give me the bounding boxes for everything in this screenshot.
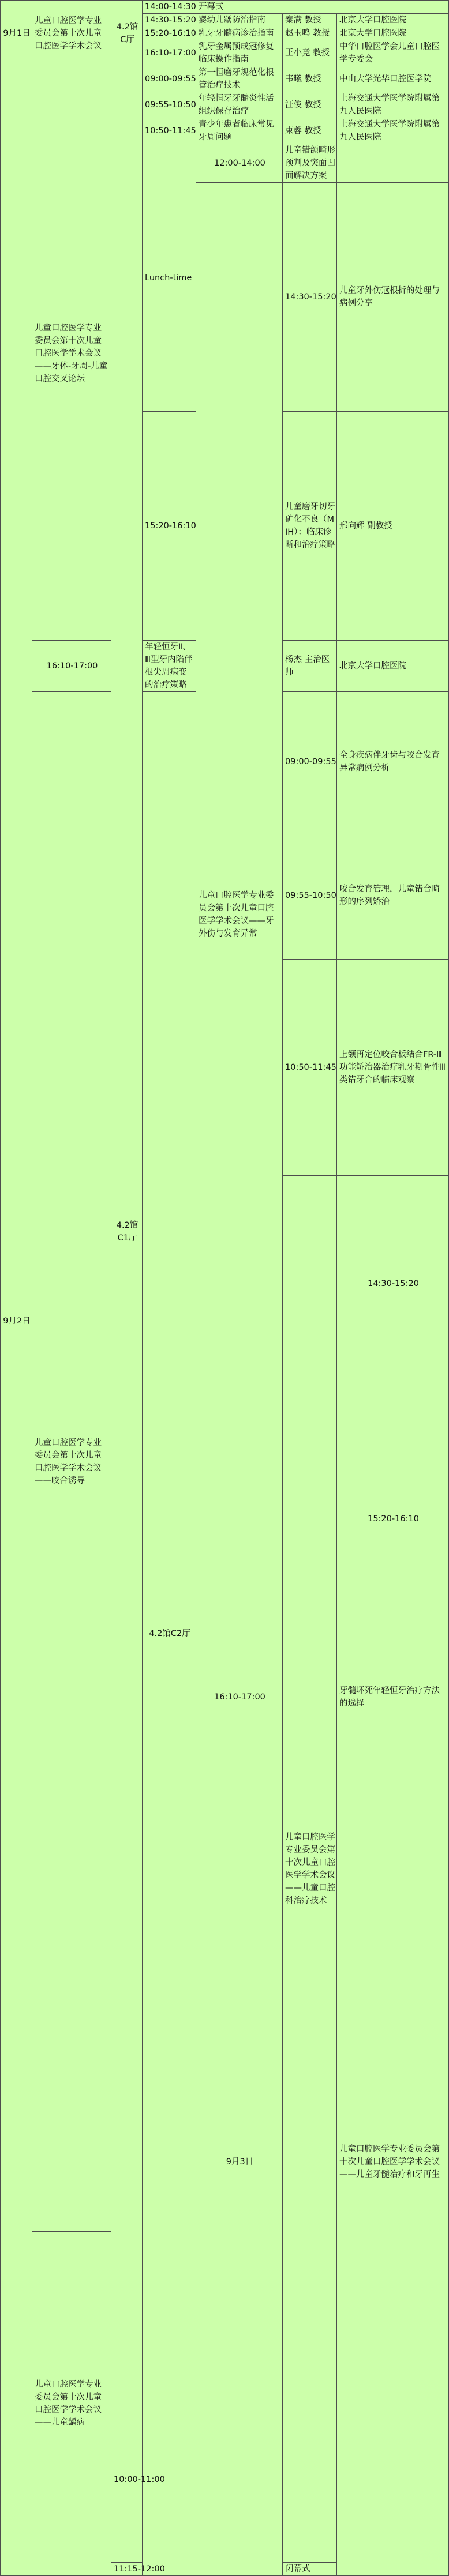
time-cell: 15:20-16:10 bbox=[143, 27, 196, 40]
topic-cell: 儿童错颌畸形预判及突面凹面解决方案 bbox=[283, 144, 337, 183]
topic-cell: 上颌再定位咬合板结合FR-Ⅲ功能矫治器治疗乳牙期骨性Ⅲ类错牙合的临床观察 bbox=[337, 960, 449, 1176]
topic-cell: 乳牙牙髓病诊治指南 bbox=[196, 27, 283, 40]
time-cell: 16:10-17:00 bbox=[143, 40, 196, 66]
institution-cell: 上海交通大学医学院附属第九人民医院 bbox=[337, 118, 449, 144]
time-cell: 15:20-16:10 bbox=[143, 412, 196, 641]
time-cell: 09:00-09:55 bbox=[143, 66, 196, 92]
topic-cell: 乳牙金属预成冠修复临床操作指南 bbox=[196, 40, 283, 66]
institution-cell: 上海交通大学医学院附属第九人民医院 bbox=[337, 92, 449, 118]
hall-cell: 4.2馆C2厅 bbox=[143, 692, 196, 2576]
session-title: 儿童口腔医学专业委员会第十次儿童口腔医学学术会议 bbox=[32, 1, 111, 66]
session-title: Lunch-time bbox=[143, 144, 196, 412]
speaker-cell: 邢向辉 副教授 bbox=[337, 412, 449, 641]
topic-cell: 咬合发育管理，儿童错合畸形的序列矫治 bbox=[337, 832, 449, 960]
time-cell: 09:00-09:55 bbox=[283, 692, 337, 832]
date-cell: 9月2日 bbox=[1, 66, 32, 2576]
institution-cell: 北京大学口腔医院 bbox=[337, 14, 449, 27]
topic-cell: 儿童磨牙切牙矿化不良（MIH）：临床诊断和治疗策略 bbox=[283, 412, 337, 641]
date-cell: 9月1日 bbox=[1, 1, 32, 66]
topic-cell: 年轻恒牙Ⅱ、Ⅲ型牙内陷伴根尖周病变的治疗策略 bbox=[143, 641, 196, 692]
speaker-cell bbox=[337, 144, 449, 183]
speaker-cell: 赵玉鸣 教授 bbox=[283, 27, 337, 40]
topic-cell: 全身疾病伴牙齿与咬合发育异常病例分析 bbox=[337, 692, 449, 832]
time-cell: 14:30-15:20 bbox=[283, 183, 337, 412]
table-row bbox=[1, 1, 449, 14]
time-cell: 15:20-16:10 bbox=[337, 1392, 449, 1646]
time-cell: 16:10-17:00 bbox=[32, 641, 111, 692]
session-title: 儿童口腔医学专业委员会第十次儿童口腔医学学术会议——儿童龋病 bbox=[32, 2232, 111, 2576]
topic-cell: 牙髓坏死年轻恒牙治疗方法的选择 bbox=[337, 1646, 449, 1748]
institution-cell: 中华口腔医学会儿童口腔医学专委会 bbox=[337, 40, 449, 66]
speaker-cell: 韦曦 教授 bbox=[283, 66, 337, 92]
speaker-cell: 束蓉 教授 bbox=[283, 118, 337, 144]
date-cell: 9月3日 bbox=[196, 1748, 283, 2576]
time-cell: 09:55-10:50 bbox=[143, 92, 196, 118]
time-cell: 10:50-11:45 bbox=[283, 960, 337, 1176]
table-row bbox=[1, 66, 449, 92]
topic-cell: 婴幼儿龋防治指南 bbox=[196, 14, 283, 27]
institution-cell: 北京大学口腔医院 bbox=[337, 641, 449, 692]
session-title: 儿童口腔医学专业委员会第十次儿童口腔医学学术会议——儿童牙髓治疗和牙再生 bbox=[337, 1748, 449, 2576]
time-cell: 14:00-14:30 bbox=[143, 1, 196, 14]
institution-cell: 中山大学光华口腔医学院 bbox=[337, 66, 449, 92]
session-title: 儿童口腔医学专业委员会第十次儿童口腔医学学术会议——牙外伤与发育异常 bbox=[196, 183, 283, 1646]
institution-cell: 北京大学口腔医院 bbox=[337, 27, 449, 40]
session-title: 儿童口腔医学专业委员会第十次儿童口腔医学学术会议——儿童口腔科治疗技术 bbox=[283, 1176, 337, 2563]
time-cell: 14:30-15:20 bbox=[143, 14, 196, 27]
hall-cell: 4.2馆C1厅 bbox=[111, 66, 143, 2397]
ceremony-cell: 开幕式 bbox=[196, 1, 449, 14]
session-title: 儿童口腔医学专业委员会第十次儿童口腔医学学术会议——咬合诱导 bbox=[32, 692, 111, 2232]
speaker-cell: 汪俊 教授 bbox=[283, 92, 337, 118]
time-cell: 10:00-11:00 bbox=[111, 2397, 143, 2563]
ceremony-cell: 闭幕式 bbox=[283, 2563, 449, 2576]
speaker-cell: 杨杰 主治医师 bbox=[283, 641, 337, 692]
speaker-cell: 王小竞 教授 bbox=[283, 40, 337, 66]
topic-cell: 第一恒磨牙规范化根管治疗技术 bbox=[196, 66, 283, 92]
time-cell: 11:15-12:00 bbox=[111, 2563, 143, 2576]
time-cell: 12:00-14:00 bbox=[196, 144, 283, 183]
time-cell: 10:50-11:45 bbox=[143, 118, 196, 144]
time-cell: 14:30-15:20 bbox=[337, 1176, 449, 1392]
speaker-cell: 秦满 教授 bbox=[283, 14, 337, 27]
topic-cell: 儿童牙外伤冠根折的处理与病例分享 bbox=[337, 183, 449, 412]
topic-cell: 年轻恒牙牙髓炎性活组织保存治疗 bbox=[196, 92, 283, 118]
hall-cell: 4.2馆C厅 bbox=[111, 1, 143, 66]
time-cell: 09:55-10:50 bbox=[283, 832, 337, 960]
session-title: 儿童口腔医学专业委员会第十次儿童口腔医学学术会议——牙体-牙周-儿童口腔交叉论坛 bbox=[32, 66, 111, 641]
topic-cell: 青少年患者临床常见牙周问题 bbox=[196, 118, 283, 144]
time-cell: 16:10-17:00 bbox=[196, 1646, 283, 1748]
